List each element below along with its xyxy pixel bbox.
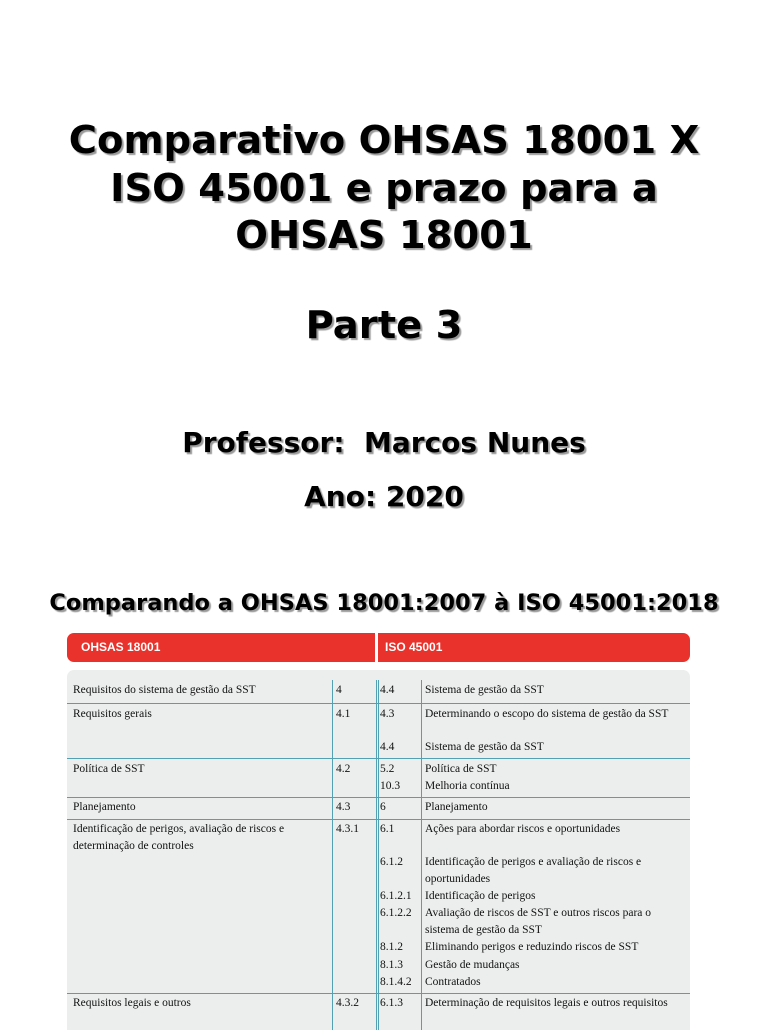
professor-line: Professor: Marcos Nunes [182,426,586,459]
comparison-table [67,670,690,1030]
table-row-iso-text: Eliminando perigos e reduzindo riscos de SST [425,941,639,953]
table-row-iso-text: Sistema de gestão da SST [425,684,544,696]
table-row-iso-clause: 4.3 [380,708,395,720]
table-row-iso-clause: 10.3 [380,780,401,792]
slide-subtitle: Parte 3 [305,303,463,348]
table-row-iso-clause: 8.1.2 [380,941,403,953]
row-divider [67,758,690,759]
table-row-iso-text: Planejamento [425,801,488,813]
table-row-requirement: Política de SST [73,763,145,775]
table-row-iso-text: Gestão de mudanças [425,959,520,971]
slide-title-line-2: ISO 45001 e prazo para a [110,165,658,211]
column-divider [376,680,377,1030]
row-divider [67,797,690,798]
year-line: Ano: 2020 [304,480,464,513]
row-divider [67,703,690,704]
slide-title-line-1: Comparativo OHSAS 18001 X [68,118,700,163]
table-row-requirement: Requisitos do sistema de gestão da SST [73,684,256,696]
table-row-iso-clause: 4.4 [380,741,395,753]
table-row-iso-clause: 6.1.2 [380,856,403,868]
table-row-iso-text: Contratados [425,976,481,988]
table-row-requirement: Identificação de perigos, avaliação de riscos e determinação de controles [73,823,285,852]
table-heading: Comparando a OHSAS 18001:2007 à ISO 45001:2018 [49,590,719,616]
table-row-ohsas-clause: 4.1 [336,708,351,720]
table-row-iso-text: Determinando o escopo do sistema de gestão da SST [425,708,669,720]
table-row-ohsas-clause: 4.3.1 [336,823,359,835]
iso-column-header: ISO 45001 [378,633,690,662]
ohsas-column-header: OHSAS 18001 [67,633,375,662]
table-row-iso-text: Determinação de requisitos legais e outros requisitos [425,997,668,1009]
slide-title-line-3: OHSAS 18001 [235,213,533,259]
table-row-ohsas-clause: 4.3.2 [336,997,359,1009]
table-row-iso-clause: 8.1.4.2 [380,976,412,988]
row-divider [67,819,690,820]
table-row-iso-clause: 6.1.2.2 [380,907,412,919]
table-row-iso-text: Sistema de gestão da SST [425,741,544,753]
table-row-iso-text: Política de SST [425,763,497,775]
table-row-iso-text: Identificação de perigos [425,890,536,902]
table-row-ohsas-clause: 4 [336,684,342,696]
table-row-iso-clause: 6.1 [380,823,395,835]
slide-title [0,117,768,260]
table-row-iso-text: Ações para abordar riscos e oportunidades [425,823,621,835]
table-row-iso-clause: 6 [380,801,386,813]
table-row-requirement: Planejamento [73,801,136,813]
row-divider [67,993,690,994]
table-row-iso-clause: 8.1.3 [380,959,403,971]
table-row-iso-text: Melhoria contínua [425,780,510,792]
table-row-iso-text: Identificação de perigos e avaliação de riscos e oportunidades [425,856,642,885]
table-row-iso-text: Avaliação de riscos de SST e outros riscos para o sistema de gestão da SST [425,907,652,936]
column-divider [378,680,379,1030]
table-row-iso-clause: 6.1.2.1 [380,890,412,902]
table-row-requirement: Requisitos gerais [73,708,152,720]
column-divider [332,680,333,1030]
table-row-requirement: Requisitos legais e outros [73,997,191,1009]
table-row-iso-clause: 4.4 [380,684,395,696]
table-row-ohsas-clause: 4.3 [336,801,351,813]
table-row-ohsas-clause: 4.2 [336,763,351,775]
table-row-iso-clause: 5.2 [380,763,395,775]
table-row-iso-clause: 6.1.3 [380,997,403,1009]
